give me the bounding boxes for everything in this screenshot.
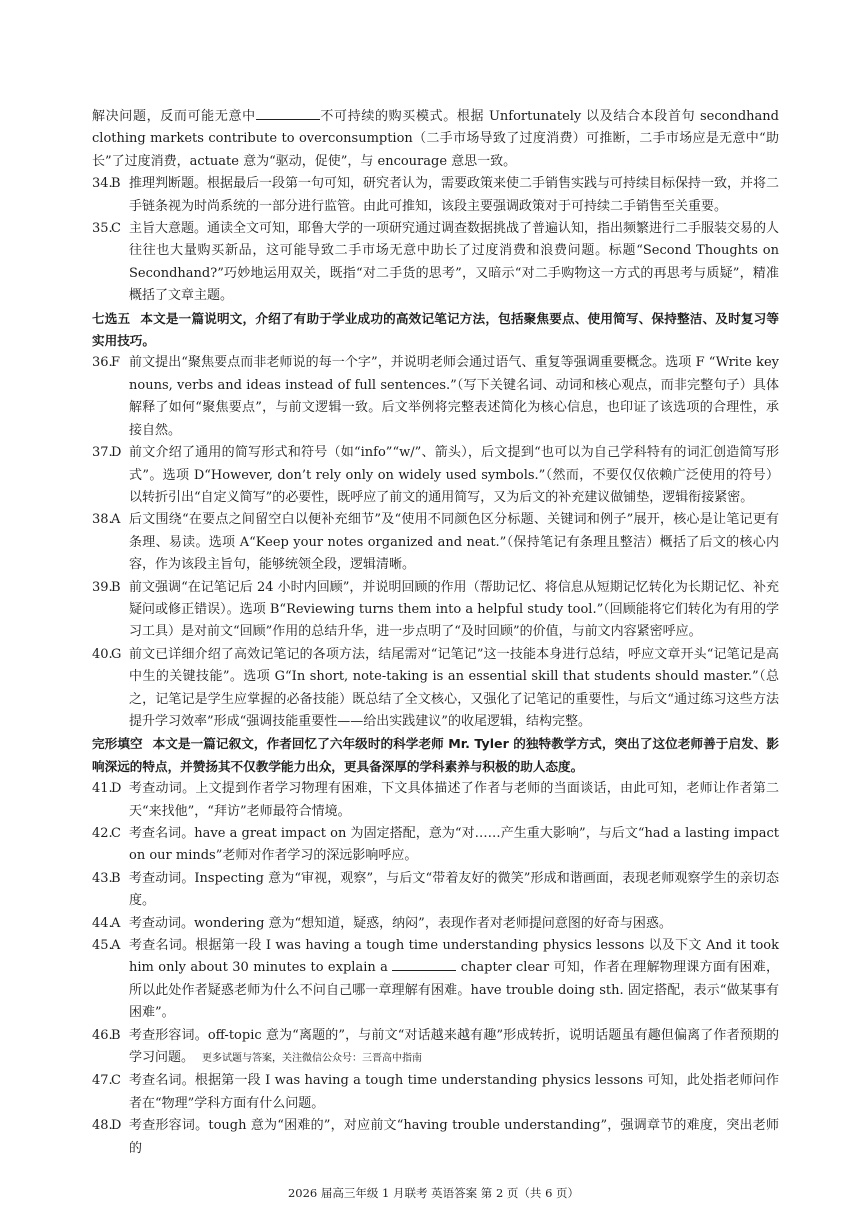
answer-letter: G [111,646,122,662]
answer-item-43 [92,868,779,913]
section-heading-cloze [92,733,779,778]
explanation-text: 考查名词。根据第一段 I was having a tough time understanding physics lessons 以及下文 And it took him only about 30 minutes to explain a [129,938,779,976]
question-number: 43. [92,870,113,886]
intro-paragraph [92,106,779,173]
question-number: 37. [92,445,113,461]
explanation-text: 考查动词。Inspecting 意为“审视，观察”，与后文“带着友好的微笑”形成和谐画面，表现老师观察学生的亲切态度。 [129,870,779,909]
explanation-text: 推理判断题。根据最后一段第一句可知，研究者认为，需要政策来使二手销售实践与可持续目标保持一致，并将二手链条视为时尚系统的一部分进行监管。由此可推知，该段主要强调政策对于可持续二手销售至关重要。 [129,176,780,214]
explanation-text: 前文强调“在记笔记后 24 小时内回顾”，并说明回顾的作用（帮助记忆、将信息从短期记忆转化为长期记忆、补充疑问或修正错误）。选项 B“Reviewing turns them into a helpful study tool.”（回顾能将它们转化为有用的学习工具）是对前文“回顾”作用的总结升华，进一步点明了“及时回顾”的价值，与前文内容紧密呼应。 [129,579,779,640]
answer-letter: A [111,915,121,931]
answer-letter: B [111,579,121,595]
answer-item-47 [92,1070,779,1115]
answer-item-41 [92,778,779,823]
answer-letter: B [111,1027,121,1043]
explanation-text: 考查动词。上文提到作者学习物理有困难，下文具体描述了作者与老师的当面谈话，由此可知，老师让作者第二天“来找他”，“拜访”老师最符合情境。 [129,781,779,819]
section-label: 七选五 [92,310,131,326]
answer-letter: D [111,781,122,797]
page-footer: 2026 届高三年级 1 月联考 英语答案 第 2 页（共 6 页） [287,1186,580,1200]
question-number: 34. [92,176,113,192]
answer-item-40 [92,644,779,734]
question-number: 45. [92,938,113,954]
explanation-text: 前文已详细介绍了高效记笔记的各项方法，结尾需对“记笔记”这一技能本身进行总结，呼应文章开头“记笔记是高中生的关键技能”。选项 G“In short, note-taking is an essential skill that students should master.”（总之，记笔记是学生应掌握的必备技能）既总结了全文核心，又强化了记笔记的重要性，与后文“通过练习这些方法提升学习效率”形成“强调技能重要性——给出实践建议”的收尾逻辑，结构完整。 [129,646,779,729]
question-number: 46. [92,1027,113,1043]
answer-letter: D [111,1118,122,1134]
explanation-text: 后文围绕“在要点之间留空白以便补充细节”及“使用不同颜色区分标题、关键词和例子”展开，核心是让笔记更有条理、易读。选项 A“Keep your notes organized and neat.”（保持笔记有条理且整洁）概括了后文的核心内容，作为该段主旨句，能够统领全段，逻辑清晰。 [129,512,779,573]
watermark-note: 更多试题与答案，关注微信公众号：三晋高中指南 [202,1053,423,1065]
section-summary: 本文是一篇说明文，介绍了有助于学业成功的高效记笔记方法，包括聚焦要点、使用简写、保持整洁、及时复习等实用技巧。 [92,310,780,349]
question-number: 35. [92,221,113,237]
explanation-text: 考查名词。have a great impact on 为固定搭配，意为“对……产生重大影响”，与后文“had a lasting impact on our minds”老师对作者学习的深远影响呼应。 [129,826,779,864]
explanation-text: 前文介绍了通用的简写形式和符号（如“info”“w/”、箭头），后文提到“也可以为自己学科特有的词汇创造简写形式”。选项 D“However, don’t rely only on widely used symbols.”（然而，不要仅仅依赖广泛使用的符号）以转折引出“自定义简写”的必要性，既呼应了前文的通用简写，又为后文的补充建议做铺垫，逻辑衔接紧密。 [129,445,779,505]
fill-blank [256,107,320,120]
section-heading-seven-choose-five [92,308,779,353]
answer-item-39 [92,577,779,644]
section-summary: 本文是一篇记叙文，作者回忆了六年级时的科学老师 Mr. Tyler 的独特教学方式，突出了这位老师善于启发、影响深远的特点，并赞扬其不仅教学能力出众，更具备深厚的学科素养与积极的助人态度。 [92,736,779,774]
cloze-answers [92,778,779,1160]
reading-answers [92,173,779,307]
answer-letter: F [111,355,121,371]
question-number: 42. [92,826,113,841]
section-label: 完形填空 [92,736,143,752]
question-number: 36. [92,355,113,371]
explanation-text: 主旨大意题。通读全文可知，耶鲁大学的一项研究通过调查数据挑战了普遍认知，指出频繁进行二手服装交易的人往往也大量购买新品，这可能导致二手市场无意中助长了过度消费和浪费问题。标题“Second Thoughts on Secondhand?”巧妙地运用双关，既指“对二手货的思考”，又暗示“对二手购物这一方式的再思考与质疑”，精准概括了文章主题。 [129,221,780,304]
intro-text-a: 解决问题，反而可能无意中 [92,109,256,124]
explanation-text: 考查动词。wondering 意为“想知道，疑惑，纳闷”，表现作者对老师提问意图的好奇与困惑。 [129,915,672,931]
answer-item-34 [92,173,779,218]
answer-item-37 [92,442,779,509]
question-number: 39. [92,579,113,595]
answer-item-46 [92,1025,779,1071]
answer-letter: A [111,512,121,528]
question-number: 38. [92,512,113,528]
answer-letter: D [111,445,122,461]
answer-item-44 [92,913,779,935]
answer-letter: A [111,938,121,954]
fill-blank [392,958,456,971]
answer-letter: C [111,1073,121,1089]
answer-item-36 [92,352,779,442]
intro-text-b: 不可持续的购买模式。根据 Unfortunately 以及结合本段首句 secondhand clothing markets contribute to overconsumption（二手市场导致了过度消费）可推断，二手市场应是无意中“助长”了过度消费，actuate 意为“驱动，促使”，与 encourage 意思一致。 [92,109,779,169]
explanation-text-cont: chapter clear 可知，作者在理解物理课方面有困难，所以此处作者疑惑老师为什么不问自己哪一章理解有困难。have trouble doing sth. 固定搭配，表示“做某事有困难”。 [129,960,779,1021]
answer-letter: B [111,870,121,886]
answer-letter: C [111,826,121,841]
answer-letter: B [111,176,121,192]
explanation-text: 考查名词。根据第一段 I was having a tough time understanding physics lessons 可知，此处指老师问作者在“物理”学科方面有什么问题。 [129,1073,779,1111]
explanation-text: 考查形容词。off-topic 意为“离题的”，与前文“对话越来越有趣”形成转折，说明话题虽有趣但偏离了作者预期的学习问题。 [129,1027,779,1066]
question-number: 48. [92,1118,113,1134]
answer-letter: C [111,221,121,237]
explanation-text: 考查形容词。tough 意为“困难的”，对应前文“having trouble understanding”，强调章节的难度，突出老师的 [129,1118,779,1156]
explanation-text: 前文提出“聚焦要点而非老师说的每一个字”，并说明老师会通过语气、重复等强调重要概念。选项 F “Write key nouns, verbs and ideas instead of full sentences.”（写下关键名词、动词和核心观点，而非完整句子）具体解释了如何“聚焦要点”，与前文逻辑一致。后文举例将完整表述简化为核心信息，也印证了该选项的合理性，承接自然。 [129,355,779,438]
answer-item-35 [92,218,779,308]
question-number: 47. [92,1073,113,1089]
seven-choose-five-answers [92,352,779,733]
answer-item-45 [92,935,779,1025]
question-number: 44. [92,915,113,931]
question-number: 40. [92,646,113,662]
question-number: 41. [92,781,113,797]
answer-item-38 [92,509,779,576]
answer-item-42 [92,823,779,868]
answer-item-48 [92,1115,779,1160]
